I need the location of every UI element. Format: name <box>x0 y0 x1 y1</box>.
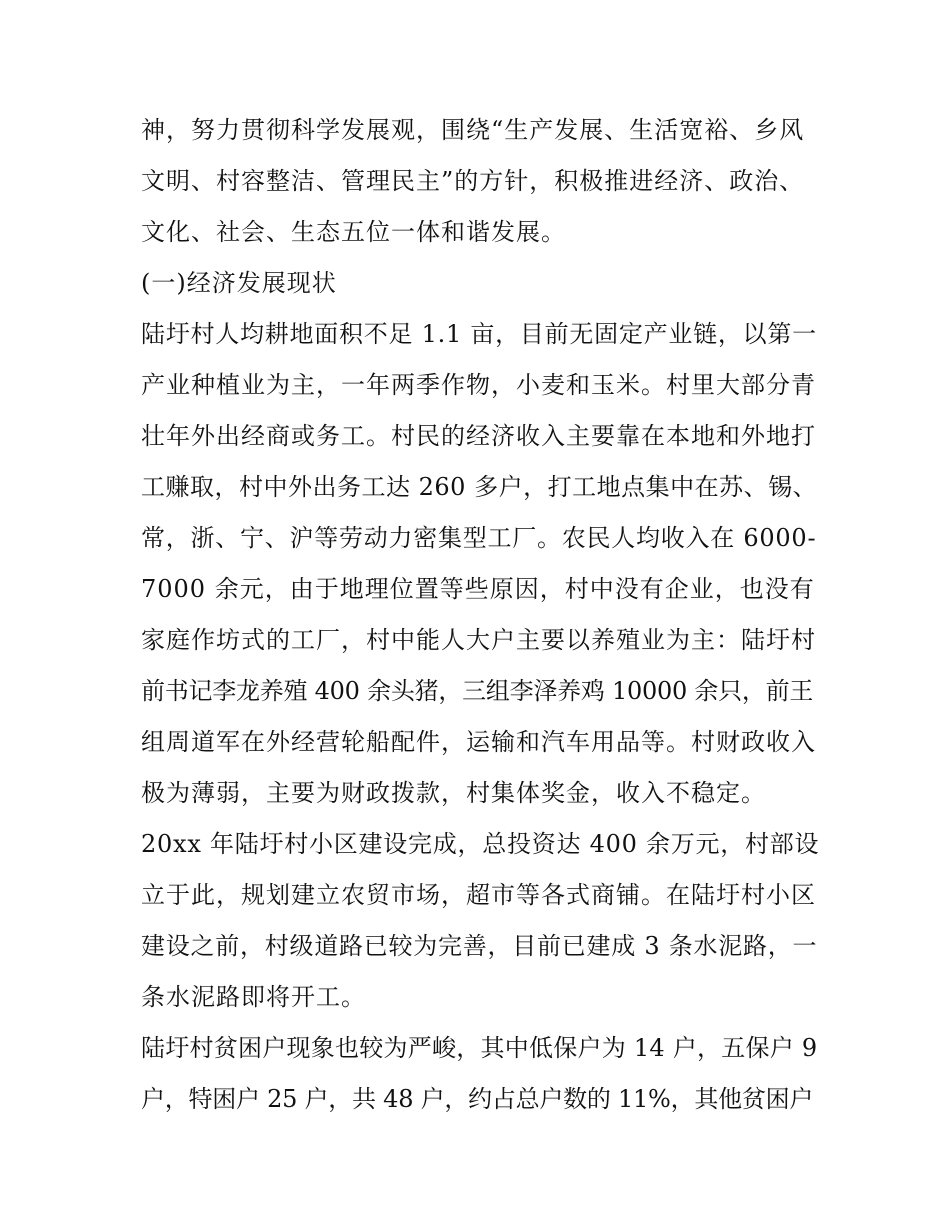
text-line: 工赚取，村中外出务工达 260 多户，打工地点集中在苏、锡、 <box>141 473 818 501</box>
text-line: 极为薄弱，主要为财政拨款，村集体奖金，收入不稳定。 <box>141 779 766 807</box>
text-line: 立于此，规划建立农贸市场，超市等各式商铺。在陆圩村小区 <box>141 881 816 909</box>
text-line: 建设之前，村级道路已较为完善，目前已建成 3 条水泥路，一 <box>141 932 818 960</box>
text-line: 文化、社会、生态五位一体和谐发展。 <box>141 218 566 246</box>
text-line: 户，特困户 25 户，共 48 户，约占总户数的 11%，其他贫困户 <box>141 1085 814 1113</box>
section-heading: (一)经济发展现状 <box>141 269 337 297</box>
text-line: 陆圩村人均耕地面积不足 1.1 亩，目前无固定产业链，以第一 <box>141 320 817 348</box>
text-line: 壮年外出经商或务工。村民的经济收入主要靠在本地和外地打 <box>141 422 816 450</box>
text-line: 7000 余元，由于地理位置等些原因，村中没有企业，也没有 <box>141 575 815 603</box>
text-line: 条水泥路即将开工。 <box>141 983 366 1011</box>
text-line: 20xx 年陆圩村小区建设完成，总投资达 400 余万元，村部设 <box>141 830 820 858</box>
text-line: 家庭作坊式的工厂，村中能人大户主要以养殖业为主：陆圩村 <box>141 626 816 654</box>
text-line: 文明、村容整洁、管理民主”的方针，积极推进经济、政治、 <box>141 167 805 195</box>
text-line: 陆圩村贫困户现象也较为严峻，其中低保户为 14 户，五保户 9 <box>141 1034 818 1062</box>
text-line: 前书记李龙养殖 400 余头猪，三组李泽养鸡 10000 余只，前王 <box>141 677 814 705</box>
text-line: 神，努力贯彻科学发展观，围绕“生产发展、生活宽裕、乡风 <box>141 116 805 144</box>
text-line: 产业种植业为主，一年两季作物，小麦和玉米。村里大部分青 <box>141 371 816 399</box>
text-line: 组周道军在外经营轮船配件，运输和汽车用品等。村财政收入 <box>141 728 816 756</box>
text-line: 常，浙、宁、沪等劳动力密集型工厂。农民人均收入在 6000- <box>141 524 817 552</box>
